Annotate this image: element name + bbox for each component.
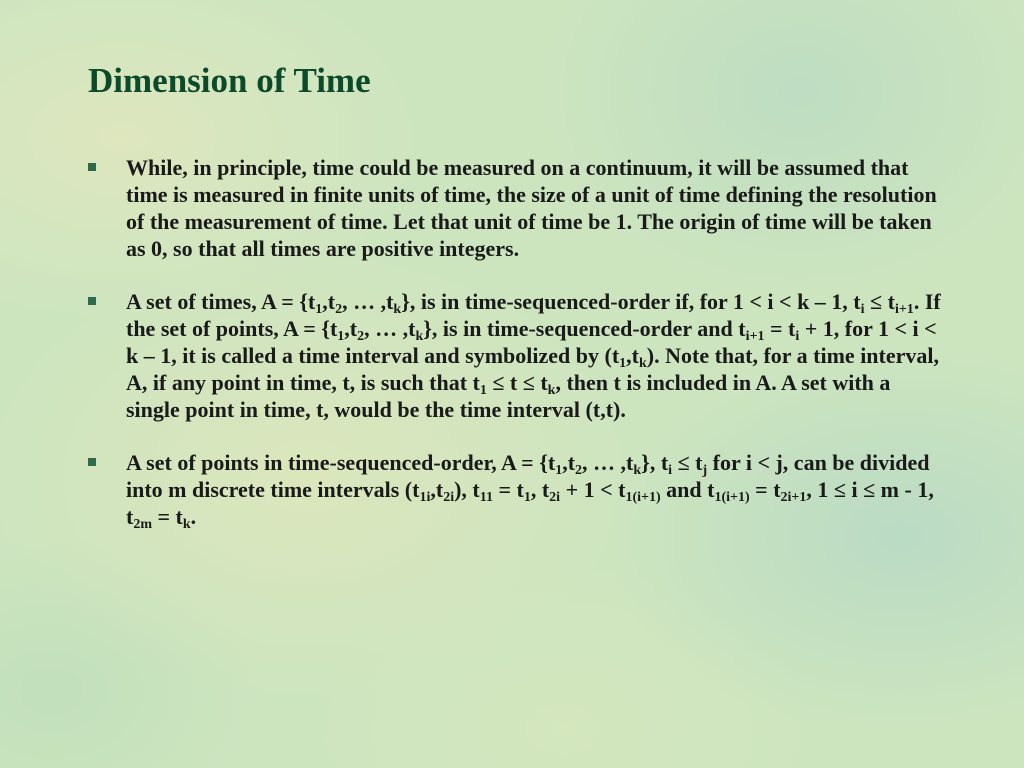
bullet-item xyxy=(88,449,944,530)
square-bullet-icon xyxy=(88,163,96,171)
square-bullet-icon xyxy=(88,458,96,466)
bullet-text: A set of times, $A = \{t_1,t_2$, … $,t_k$}, is in time-sequenced-order if, for 1 < i < k – 1, $t_i \le t_{i+1}$. If the set of points, $A = \{t_1,t_2$, … $,t_k$}, is in time-sequenced-order and $t_{i+1} = t_i + 1$, for 1 < i < k – 1, it is called a time interval and symbolized by $(t_1,t_k)$. Note that, for a time interval, A, if any point in time, t, is such that $t_1 \le t \le t_k$, then t is included in A. A set with a single point in time, t, would be the time interval (t,t). xyxy=(126,289,941,422)
bullet-text: A set of points in time-sequenced-order, $A = \{t_1,t_2$, … $,t_k$}, $t_i \le t_j$ for i < j, can be divided into m discrete time intervals $(t_{1i},t_{2i})$, $t_{11} = t_1$, $t_{2i} + 1 < t_{1(i+1)}$ and $t_{1(i+1)} = t_{2i+1}$, 1 ≤ i ≤ m - 1, $t_{2m} = t_k$. xyxy=(126,450,934,532)
bullet-item xyxy=(88,154,944,262)
bullet-text: While, in principle, time could be measured on a continuum, it will be assumed that time is measured in finite units of time, the size of a unit of time defining the resolution of the measurement of time. Let that unit of time be 1. The origin of time will be taken as 0, so that all times are positive integers. xyxy=(126,155,937,261)
square-bullet-icon xyxy=(88,297,96,305)
bullet-item xyxy=(88,288,944,423)
bullet-list xyxy=(88,154,944,556)
slide-title: Dimension of Time xyxy=(88,61,371,100)
